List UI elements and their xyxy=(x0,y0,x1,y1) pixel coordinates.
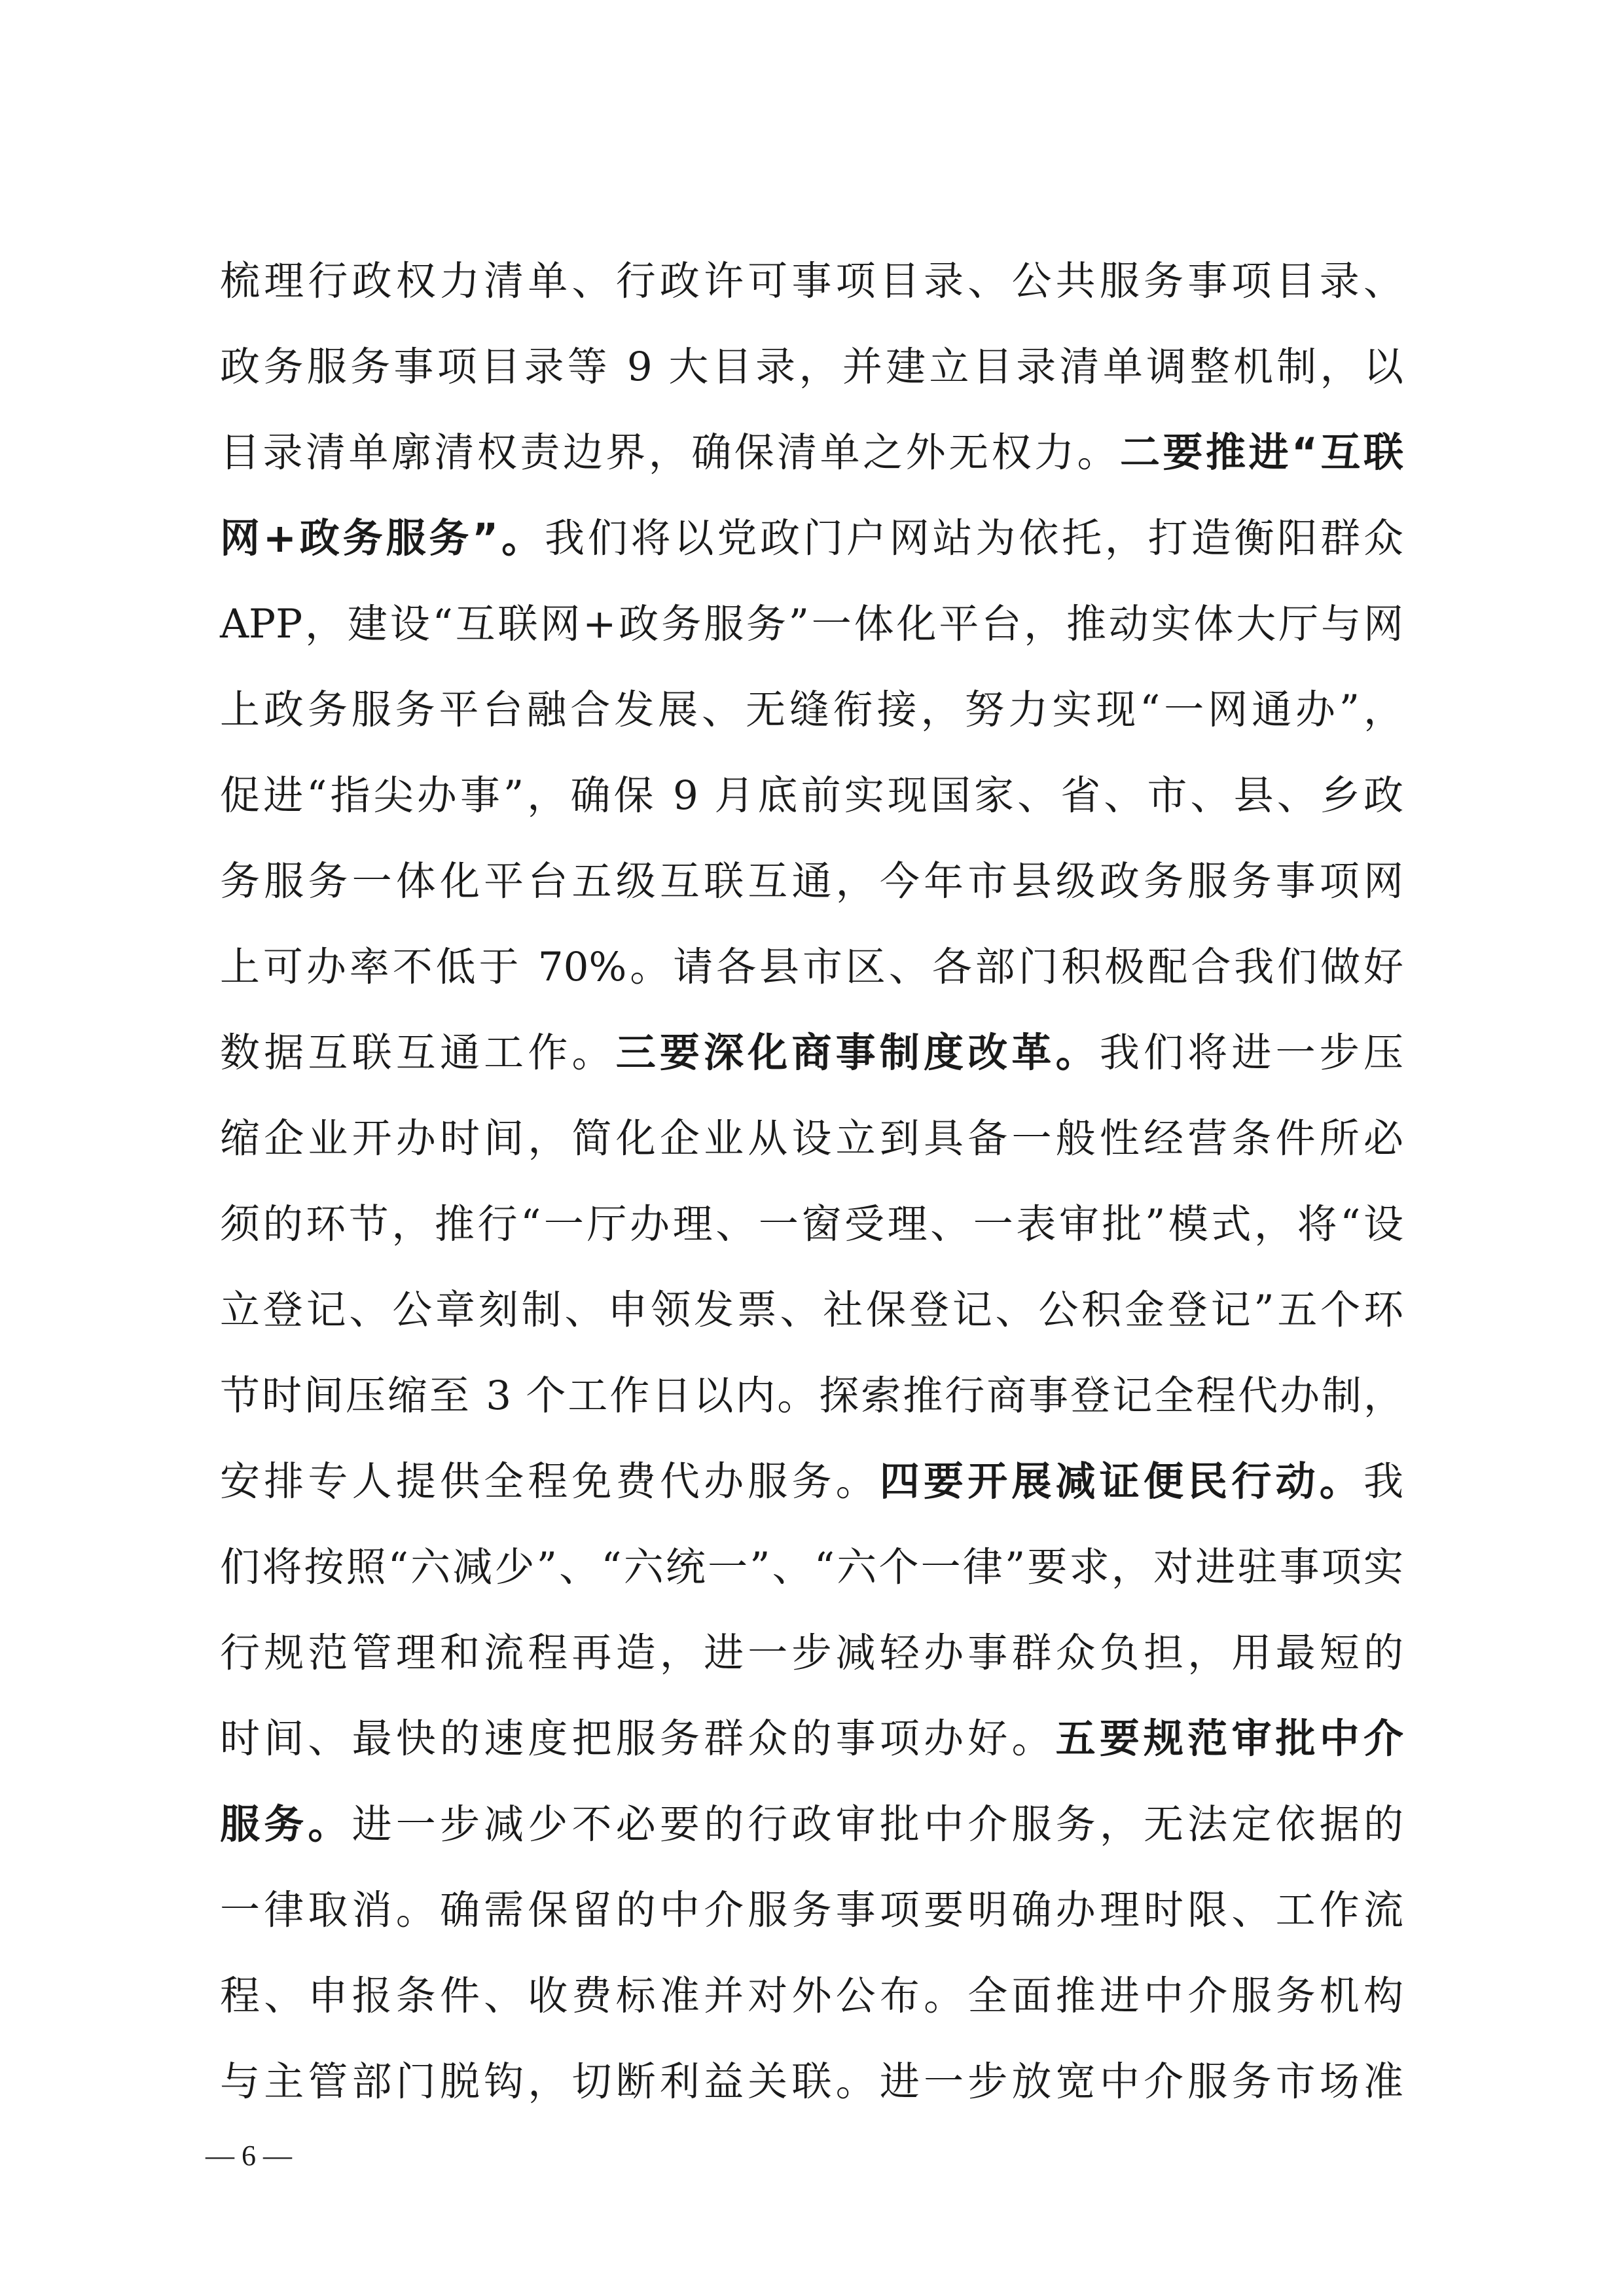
text-segment: 与主管部门脱钩，切断利益关联。进一步放宽中介服务市场准 xyxy=(220,2058,1403,2105)
text-segment: 程、申报条件、收费标准并对外公布。全面推进中介服务机构 xyxy=(220,1973,1403,2019)
text-segment: 立登记、公章刻制、申领发票、社保登记、公积金登记”五个环 xyxy=(220,1287,1403,1333)
text-line xyxy=(220,238,1403,324)
text-line xyxy=(220,924,1403,1010)
text-line xyxy=(220,1010,1403,1096)
bold-heading-segment: 五要规范审批中介 xyxy=(1055,1715,1403,1762)
text-line xyxy=(220,2039,1403,2125)
text-segment: 政务服务事项目录等 9 大目录，并建立目录清单调整机制，以 xyxy=(220,344,1403,390)
text-segment: 梳理行政权力清单、行政许可事项目录、公共服务事项目录、 xyxy=(220,258,1403,304)
text-line xyxy=(220,324,1403,410)
text-line xyxy=(220,1524,1403,1610)
text-line xyxy=(220,1267,1403,1353)
bold-heading-segment: 网+政务服务”。 xyxy=(220,515,545,562)
text-segment: 目录清单廓清权责边界，确保清单之外无权力。 xyxy=(220,429,1121,476)
text-line xyxy=(220,838,1403,924)
text-line xyxy=(220,410,1403,495)
text-line xyxy=(220,495,1403,581)
text-line xyxy=(220,1181,1403,1267)
text-segment: 我 xyxy=(1363,1458,1403,1505)
text-segment: 节时间压缩至 3 个工作日以内。探索推行商事登记全程代办制， xyxy=(220,1372,1403,1419)
text-line xyxy=(220,667,1403,753)
body-text xyxy=(220,238,1403,2125)
text-segment: 我们将以党政门户网站为依托，打造衡阳群众 xyxy=(544,515,1403,562)
text-line xyxy=(220,1867,1403,1953)
text-segment: APP，建设“互联网+政务服务”一体化平台，推动实体大厅与网 xyxy=(220,601,1403,647)
text-segment: 上政务服务平台融合发展、无缝衔接，努力实现“一网通办”， xyxy=(220,687,1403,733)
bold-heading-segment: 三要深化商事制度改革。 xyxy=(615,1030,1100,1076)
page-number: — 6 — xyxy=(206,2140,292,2172)
text-segment: 行规范管理和流程再造，进一步减轻办事群众负担，用最短的 xyxy=(220,1630,1403,1676)
text-segment: 时间、最快的速度把服务群众的事项办好。 xyxy=(220,1715,1056,1762)
text-line xyxy=(220,1696,1403,1782)
text-segment: 们将按照“六减少”、“六统一”、“六个一律”要求，对进驻事项实 xyxy=(220,1544,1403,1590)
bold-heading-segment: 服务。 xyxy=(220,1801,352,1848)
text-segment: 上可办率不低于 70%。请各县市区、各部门积极配合我们做好 xyxy=(220,944,1403,990)
text-segment: 缩企业开办时间，简化企业从设立到具备一般性经营条件所必 xyxy=(220,1115,1403,1162)
text-line xyxy=(220,581,1403,667)
text-segment: 数据互联互通工作。 xyxy=(220,1030,616,1076)
text-line xyxy=(220,1953,1403,2039)
text-line xyxy=(220,1439,1403,1524)
text-line xyxy=(220,1782,1403,1867)
text-segment: 务服务一体化平台五级互联互通，今年市县级政务服务事项网 xyxy=(220,858,1403,905)
text-segment: 进一步减少不必要的行政审批中介服务，无法定依据的 xyxy=(352,1801,1403,1848)
text-segment: 一律取消。确需保留的中介服务事项要明确办理时限、工作流 xyxy=(220,1887,1403,1933)
bold-heading-segment: 二要推进“互联 xyxy=(1120,429,1403,476)
bold-heading-segment: 四要开展减证便民行动。 xyxy=(879,1458,1363,1505)
text-segment: 促进“指尖办事”，确保 9 月底前实现国家、省、市、县、乡政 xyxy=(220,772,1403,819)
text-line xyxy=(220,1096,1403,1181)
text-segment: 我们将进一步压 xyxy=(1099,1030,1403,1076)
text-line xyxy=(220,1610,1403,1696)
text-line xyxy=(220,1353,1403,1439)
text-segment: 须的环节，推行“一厅办理、一窗受理、一表审批”模式，将“设 xyxy=(220,1201,1403,1247)
text-segment: 安排专人提供全程免费代办服务。 xyxy=(220,1458,880,1505)
text-line xyxy=(220,753,1403,838)
